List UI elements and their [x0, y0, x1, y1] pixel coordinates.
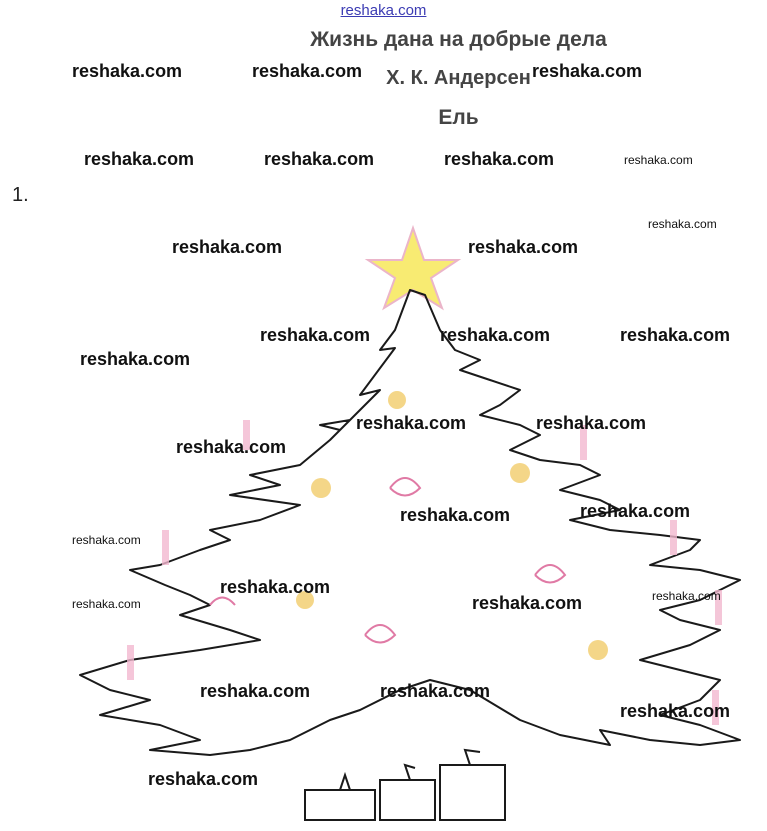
watermark: reshaka.com [80, 349, 191, 369]
watermark: reshaka.com [148, 769, 259, 789]
watermark: reshaka.com [176, 437, 287, 457]
watermark: reshaka.com [72, 61, 183, 81]
watermark: reshaka.com [84, 149, 195, 169]
christmas-tree-drawing [0, 220, 767, 831]
watermark: reshaka.com [620, 701, 731, 721]
story-title: Ель [438, 106, 479, 129]
watermark: reshaka.com [536, 413, 647, 433]
watermark: reshaka.com [580, 501, 691, 521]
star-icon [368, 228, 458, 308]
page-title: Жизнь дана на добрые дела [310, 28, 607, 51]
watermark: reshaka.com [220, 577, 331, 597]
watermark: reshaka.com [72, 533, 141, 547]
watermark: reshaka.com [440, 325, 551, 345]
watermark: reshaka.com [472, 593, 583, 613]
gift-boxes [305, 750, 505, 820]
watermark: reshaka.com [264, 149, 375, 169]
candles [127, 420, 722, 725]
watermark: reshaka.com [648, 217, 717, 231]
watermark: reshaka.com [356, 413, 467, 433]
author-name: Х. К. Андерсен [386, 67, 531, 89]
watermark: reshaka.com [620, 325, 731, 345]
watermark: reshaka.com [444, 149, 555, 169]
watermark: reshaka.com [652, 589, 721, 603]
watermark: reshaka.com [532, 61, 643, 81]
task-number: 1. [12, 184, 29, 206]
watermark: reshaka.com [380, 681, 491, 701]
watermark: reshaka.com [172, 237, 283, 257]
watermark: reshaka.com [468, 237, 579, 257]
pink-ornaments [210, 478, 565, 643]
watermark: reshaka.com [252, 61, 363, 81]
watermark: reshaka.com [624, 153, 693, 167]
watermark: reshaka.com [72, 597, 141, 611]
watermark: reshaka.com [200, 681, 311, 701]
watermark: reshaka.com [400, 505, 511, 525]
site-link[interactable]: reshaka.com [340, 2, 427, 19]
watermark: reshaka.com [260, 325, 371, 345]
